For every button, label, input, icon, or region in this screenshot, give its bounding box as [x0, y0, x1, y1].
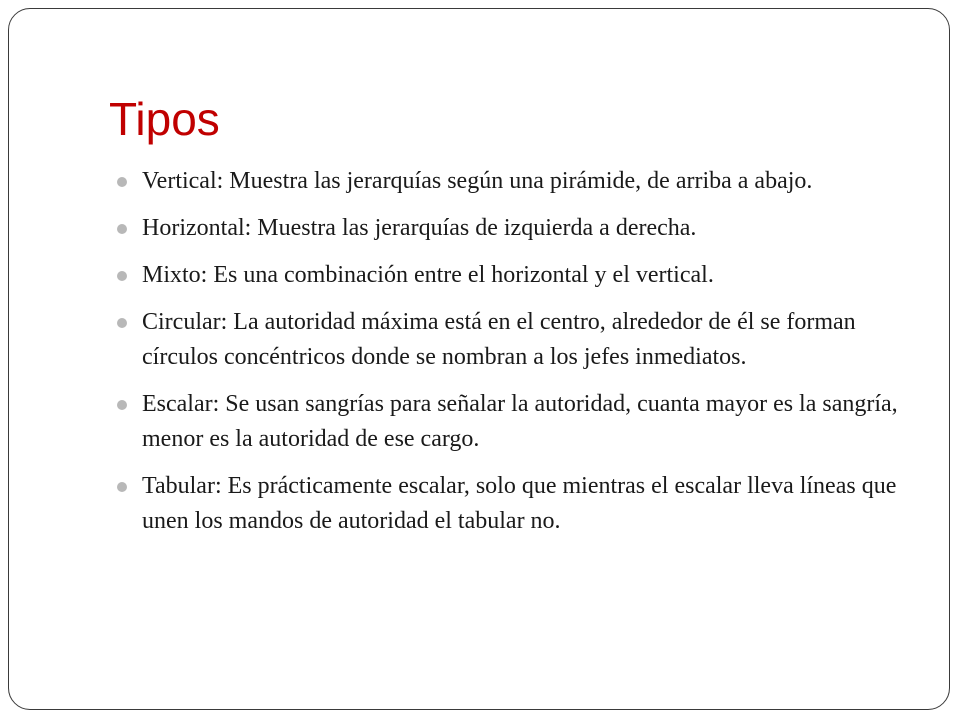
bullet-item-tabular: [115, 469, 915, 539]
bullet-dot-icon: [117, 318, 127, 328]
bullet-dot-icon: [117, 400, 127, 410]
bullet-text: Escalar: Se usan sangrías para señalar la autoridad, cuanta mayor es la sangría, menor es la autoridad de ese cargo.: [142, 391, 898, 452]
bullet-text: Circular: La autoridad máxima está en el centro, alrededor de él se forman círculos concéntricos donde se nombran a los jefes inmediatos.: [142, 309, 856, 370]
bullet-item-mixto: [115, 258, 915, 293]
bullet-dot-icon: [117, 271, 127, 281]
bullet-text: Mixto: Es una combinación entre el horizontal y el vertical.: [142, 262, 714, 288]
bullet-dot-icon: [117, 224, 127, 234]
bullet-list: [115, 164, 915, 551]
bullet-dot-icon: [117, 177, 127, 187]
slide-title: Tipos: [109, 93, 220, 145]
bullet-item-escalar: [115, 387, 915, 457]
bullet-item-vertical: [115, 164, 915, 199]
slide-frame: [8, 8, 950, 710]
bullet-text: Vertical: Muestra las jerarquías según una pirámide, de arriba a abajo.: [142, 168, 813, 194]
bullet-text: Horizontal: Muestra las jerarquías de izquierda a derecha.: [142, 215, 697, 241]
bullet-text: Tabular: Es prácticamente escalar, solo que mientras el escalar lleva líneas que unen los mandos de autoridad el tabular no.: [142, 473, 897, 534]
bullet-item-horizontal: [115, 211, 915, 246]
bullet-dot-icon: [117, 482, 127, 492]
bullet-item-circular: [115, 305, 915, 375]
